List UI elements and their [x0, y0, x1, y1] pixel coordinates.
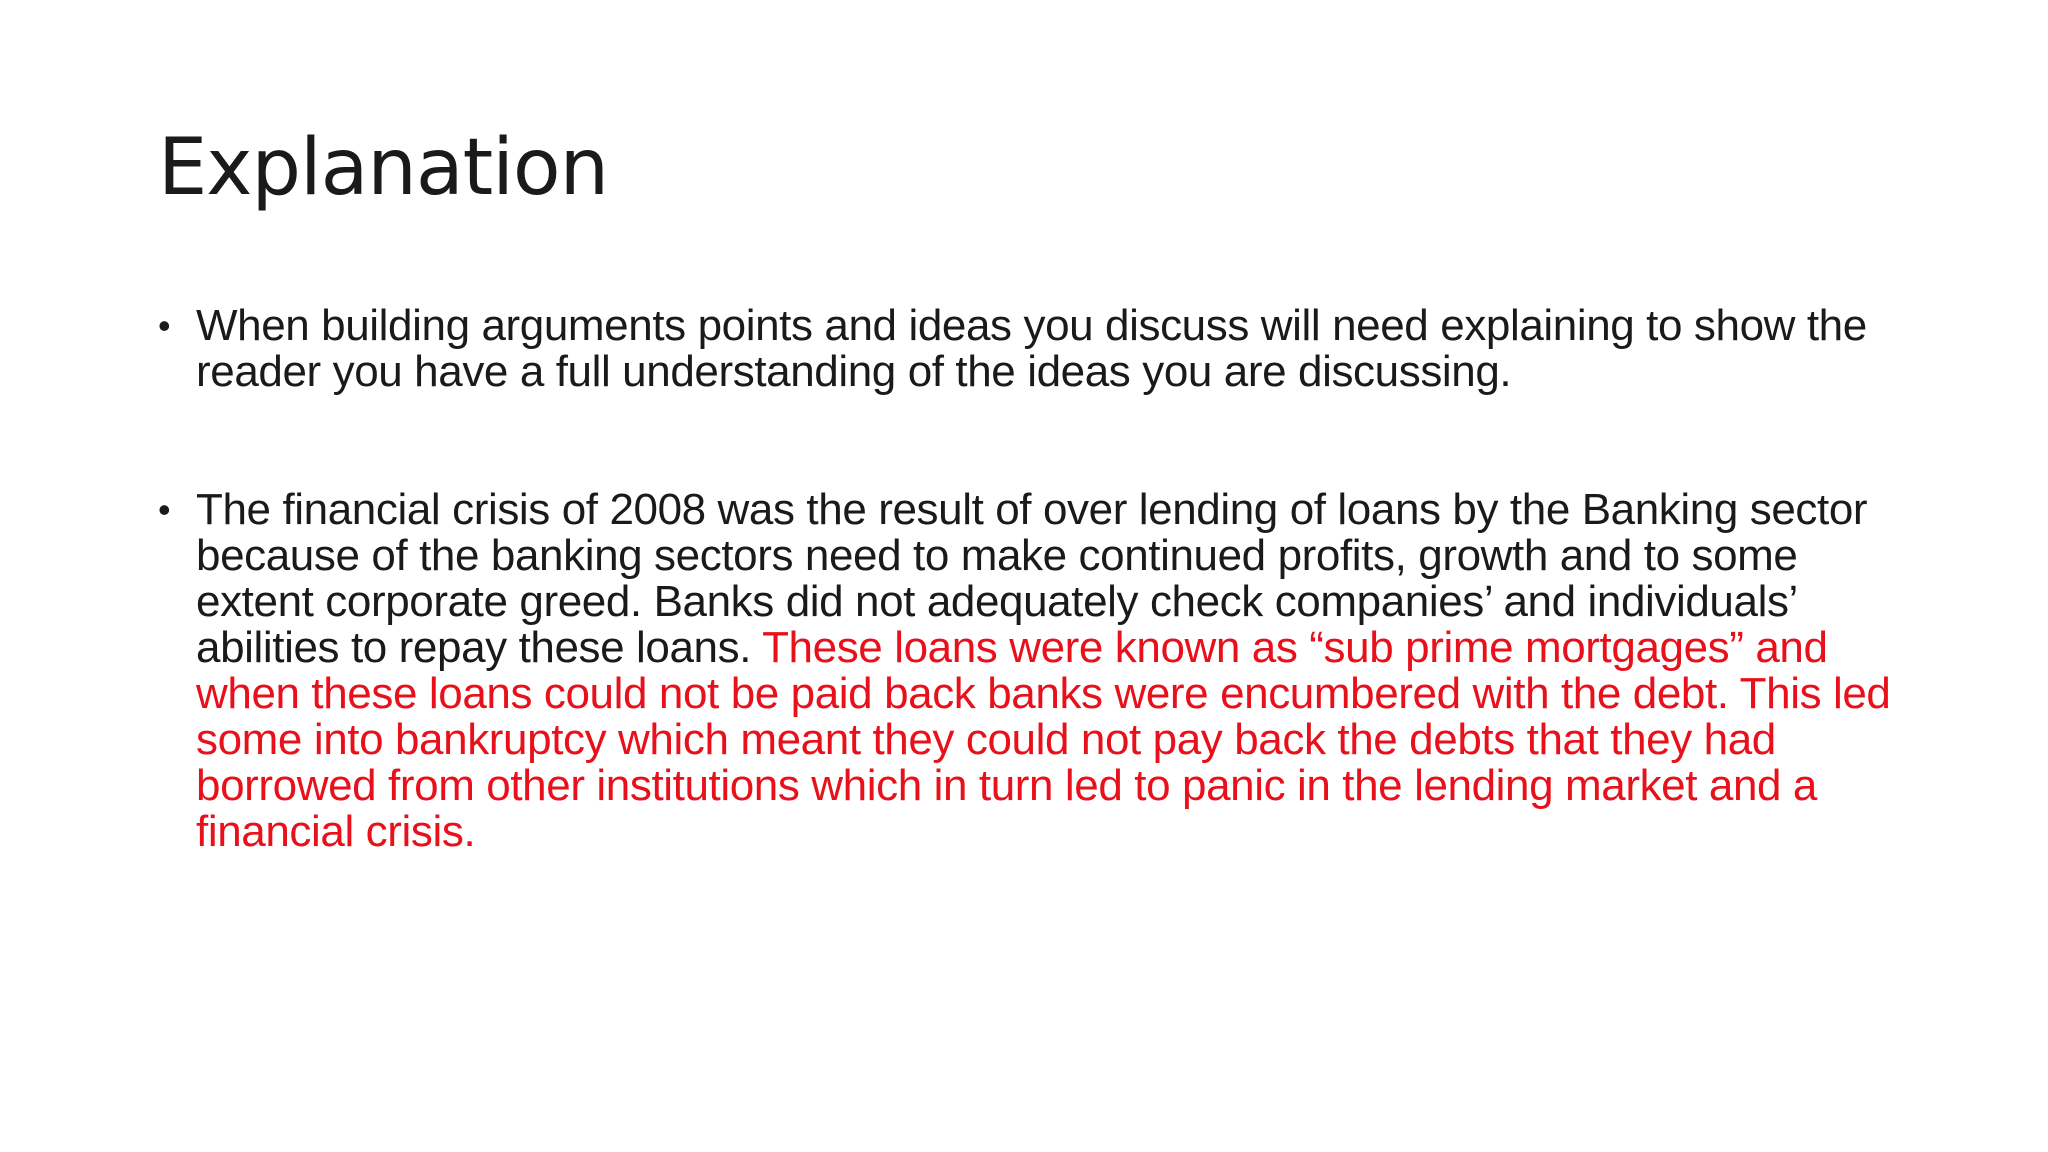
highlighted-explanation-text: These loans were known as “sub prime mortgages” and when these loans could not be paid back banks were encumbered with the debt. This led some into bankruptcy which meant they could not pay back the debts that they had borrowed from other institutions which in turn led to panic in the lending market and a financial crisis.	[196, 623, 1891, 856]
bullet-text: The financial crisis of 2008 was the result of over lending of loans by the Banking sector because of the banking sectors need to make continued profits, growth and to some extent corporate greed. Banks did not adequately check companies’ and individuals’ abilities to repay these loans.	[196, 485, 1868, 672]
bullet-icon: •	[158, 489, 171, 530]
bullet-item	[158, 487, 1918, 855]
bullet-item	[158, 303, 1918, 395]
slide-title: Explanation	[158, 123, 609, 213]
bullet-text: When building arguments points and ideas you discuss will need explaining to show the reader you have a full understanding of the ideas you are discussing.	[196, 301, 1867, 396]
bullet-icon: •	[158, 305, 171, 346]
bullet-list	[158, 303, 1918, 855]
